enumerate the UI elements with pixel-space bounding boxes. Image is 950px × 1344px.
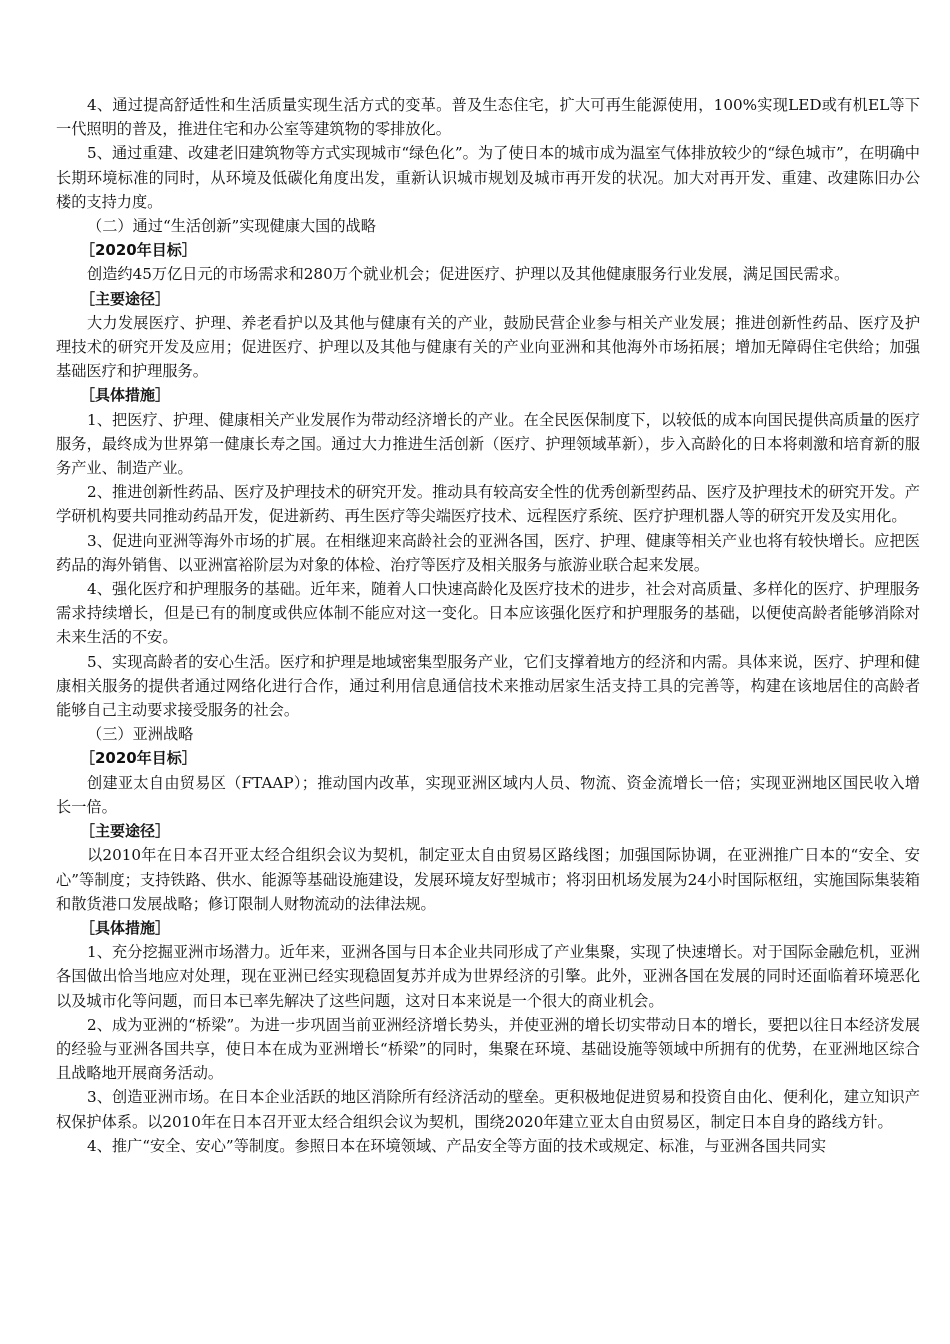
section-heading: ［具体措施］ [80,386,171,405]
body-paragraph: 大力发展医疗、护理、养老看护以及其他与健康有关的产业，鼓励民营企业参与相关产业发展；推进创新性药品、医疗及护理技术的研究开发及应用；促进医疗、护理以及其他与健康有关的产业向亚洲和其他海外市场拓展；增加无障碍住宅供给；加强基础医疗和护理服务。 [56,313,920,381]
body-paragraph: 以2010年在日本召开亚太经合组织会议为契机，制定亚太自由贸易区路线图；加强国际协调，在亚洲推广日本的“安全、安心”等制度；支持铁路、供水、能源等基础设施建设，发展环境友好型城市；将羽田机场发展为24小时国际枢纽，实施国际集装箱和散货港口发展战略；修订限制人财物流动的法律法规。 [56,846,920,913]
body-paragraph: 4、强化医疗和护理服务的基础。近年来，随着人口快速高龄化及医疗技术的进步，社会对高质量、多样化的医疗、护理服务需求持续增长，但是已有的制度或供应体制不能应对这一变化。日本应该强化医疗和护理服务的基础，以便使高龄者能够消除对未来生活的不安。 [56,580,920,647]
body-paragraph: 3、促进向亚洲等海外市场的扩展。在相继迎来高龄社会的亚洲各国，医疗、护理、健康等相关产业也将有较快增长。应把医药品的海外销售、以亚洲富裕阶层为对象的体检、治疗等医疗及相关服务与旅游业联合起来发展。 [56,531,920,574]
body-paragraph: 4、通过提高舒适性和生活质量实现生活方式的变革。普及生态住宅，扩大可再生能源使用，100%实现LED或有机EL等下一代照明的普及，推进住宅和办公室等建筑物的零排放化。 [56,96,920,139]
section-heading: ［2020年目标］ [80,749,197,768]
body-paragraph: 5、实现高龄者的安心生活。医疗和护理是地域密集型服务产业，它们支撑着地方的经济和内需。具体来说，医疗、护理和健康相关服务的提供者通过网络化进行合作，通过利用信息通信技术来推动居家生活支持工具的完善等，构建在该地居住的高龄者能够自己主动要求接受服务的社会。 [56,652,920,720]
body-paragraph: 2、成为亚洲的“桥梁”。为进一步巩固当前亚洲经济增长势头，并使亚洲的增长切实带动日本的增长，要把以往日本经济发展的经验与亚洲各国共享，使日本在成为亚洲增长“桥梁”的同时，集聚在环境、基础设施等领域中所拥有的优势，在亚洲地区综合且战略地开展商务活动。 [56,1015,920,1083]
section-heading: ［具体措施］ [80,918,171,937]
section-heading: ［2020年目标］ [80,241,197,260]
body-paragraph: 3、创造亚洲市场。在日本企业活跃的地区消除所有经济活动的壁垒。更积极地促进贸易和投资自由化、便利化，建立知识产权保护体系。以2010年在日本召开亚太经合组织会议为契机，围绕2020年建立亚太自由贸易区，制定日本自身的路线方针。 [56,1088,920,1131]
body-paragraph: 创建亚太自由贸易区（FTAAP）；推动国内改革，实现亚洲区域内人员、物流、资金流增长一倍；实现亚洲地区国民收入增长一倍。 [56,773,920,816]
body-paragraph: 1、充分挖掘亚洲市场潜力。近年来，亚洲各国与日本企业共同形成了产业集聚，实现了快速增长。对于国际金融危机，亚洲各国做出恰当地应对处理，现在亚洲已经实现稳固复苏并成为世界经济的引擎。此外，亚洲各国在发展的同时还面临着环境恶化以及城市化等问题，而日本已率先解决了这些问题，这对日本来说是一个很大的商业机会。 [56,943,920,1010]
body-paragraph: 4、推广“安全、安心”等制度。参照日本在环境领域、产品安全等方面的技术或规定、标准，与亚洲各国共同实 [87,1136,827,1155]
section-heading: ［主要途径］ [80,289,171,308]
body-paragraph: 1、把医疗、护理、健康相关产业发展作为带动经济增长的产业。在全民医保制度下，以较低的成本向国民提供高质量的医疗服务，最终成为世界第一健康长寿之国。通过大力推进生活创新（医疗、护理领域革新），步入高龄化的日本将刺激和培育新的服务产业、制造产业。 [56,410,920,478]
body-paragraph: 创造约45万亿日元的市场需求和280万个就业机会；促进医疗、护理以及其他健康服务行业发展，满足国民需求。 [87,265,850,284]
body-paragraph: 2、推进创新性药品、医疗及护理技术的研究开发。推动具有较高安全性的优秀创新型药品、医疗及护理技术的研究开发。产学研机构要共同推动药品开发，促进新药、再生医疗等尖端医疗技术、远程医疗系统、医疗护理机器人等的研究开发及实用化。 [56,483,920,526]
subsection-title: （三）亚洲战略 [87,725,194,744]
body-paragraph: 5、通过重建、改建老旧建筑物等方式实现城市“绿色化”。为了使日本的城市成为温室气体排放较少的“绿色城市”，在明确中长期环境标准的同时，从环境及低碳化角度出发，重新认识城市规划及城市再开发的状况。加大对再开发、重建、改建陈旧办公楼的支持力度。 [56,144,920,211]
section-heading: ［主要途径］ [80,822,171,841]
subsection-title: （二）通过“生活创新”实现健康大国的战略 [87,217,376,236]
